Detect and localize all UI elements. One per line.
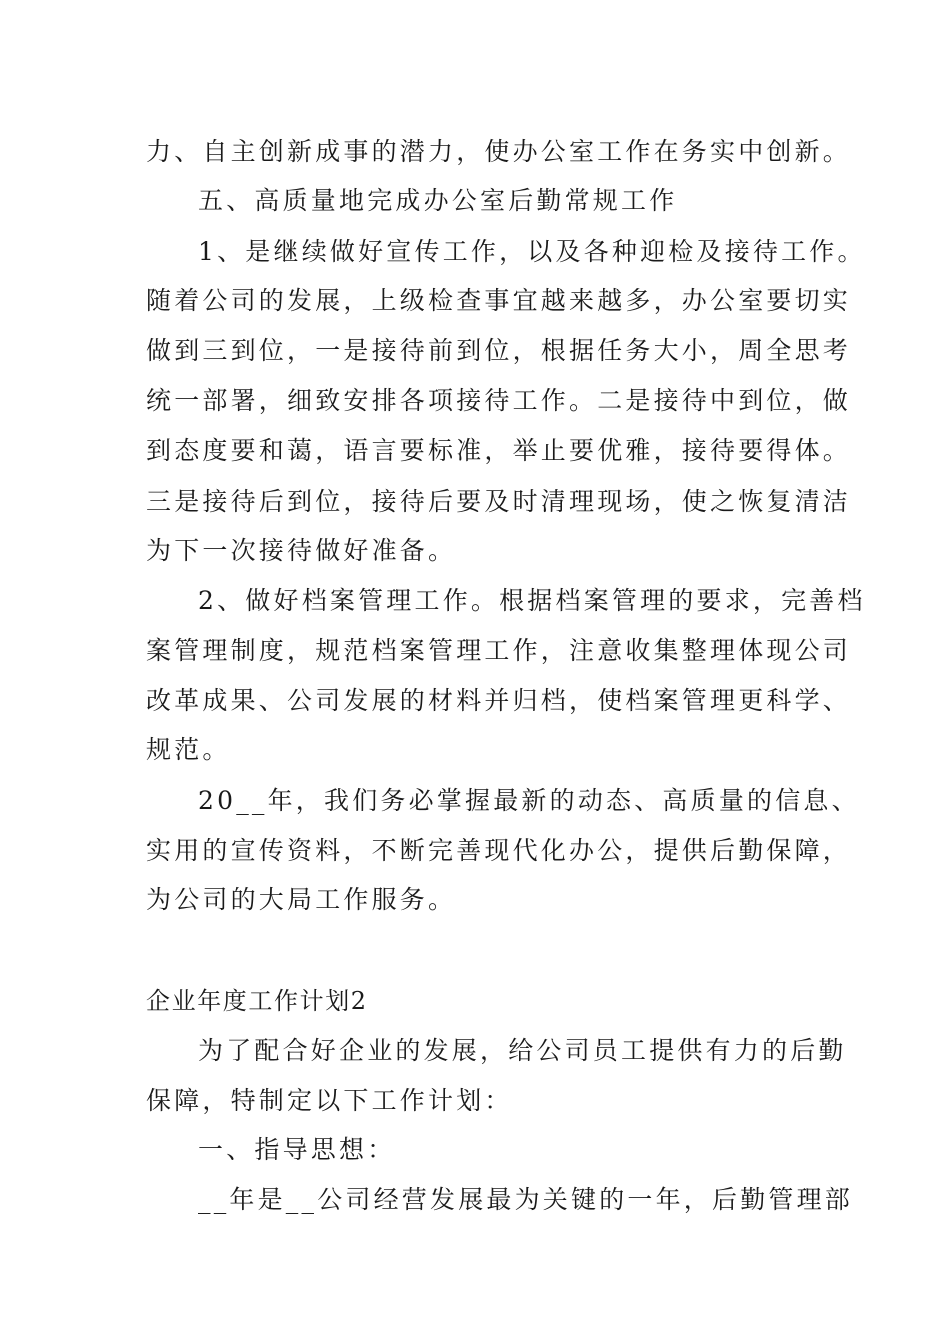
paragraph-line: 1、是继续做好宣传工作，以及各种迎检及接待工作。: [198, 237, 866, 266]
paragraph-line: 统一部署，细致安排各项接待工作。二是接待中到位，做: [146, 386, 852, 415]
paragraph-line: 力、自主创新成事的潜力，使办公室工作在务实中创新。: [146, 137, 852, 166]
paragraph-line: __年是__公司经营发展最为关键的一年，后勤管理部: [198, 1185, 854, 1214]
paragraph-line: 改革成果、公司发展的材料并归档，使档案管理更科学、: [146, 686, 852, 715]
paragraph-line: 实用的宣传资料，不断完善现代化办公，提供后勤保障，: [146, 836, 852, 865]
paragraph-line: 到态度要和蔼，语言要标准，举止要优雅，接待要得体。: [146, 436, 852, 465]
section-heading: 一、指导思想：: [198, 1135, 396, 1164]
paragraph-line: 做到三到位，一是接待前到位，根据任务大小，周全思考: [146, 336, 852, 365]
document-title: 企业年度工作计划2: [146, 987, 368, 1015]
paragraph-line: 为了配合好企业的发展，给公司员工提供有力的后勤: [198, 1036, 847, 1065]
paragraph-line: 为公司的大局工作服务。: [146, 885, 457, 914]
paragraph-line: 为下一次接待做好准备。: [146, 536, 457, 565]
paragraph-line: 规范。: [146, 735, 231, 764]
paragraph-line: 三是接待后到位，接待后要及时清理现场，使之恢复清洁: [146, 487, 852, 516]
paragraph-line: 2、做好档案管理工作。根据档案管理的要求，完善档: [198, 586, 866, 615]
paragraph-line: 保障，特制定以下工作计划：: [146, 1086, 513, 1115]
paragraph-line: 案管理制度，规范档案管理工作，注意收集整理体现公司: [146, 636, 852, 665]
section-heading: 五、高质量地完成办公室后勤常规工作: [198, 186, 678, 215]
paragraph-line: 随着公司的发展，上级检查事宜越来越多，办公室要切实: [146, 286, 852, 315]
paragraph-line: 20__年，我们务必掌握最新的动态、高质量的信息、: [198, 786, 860, 815]
